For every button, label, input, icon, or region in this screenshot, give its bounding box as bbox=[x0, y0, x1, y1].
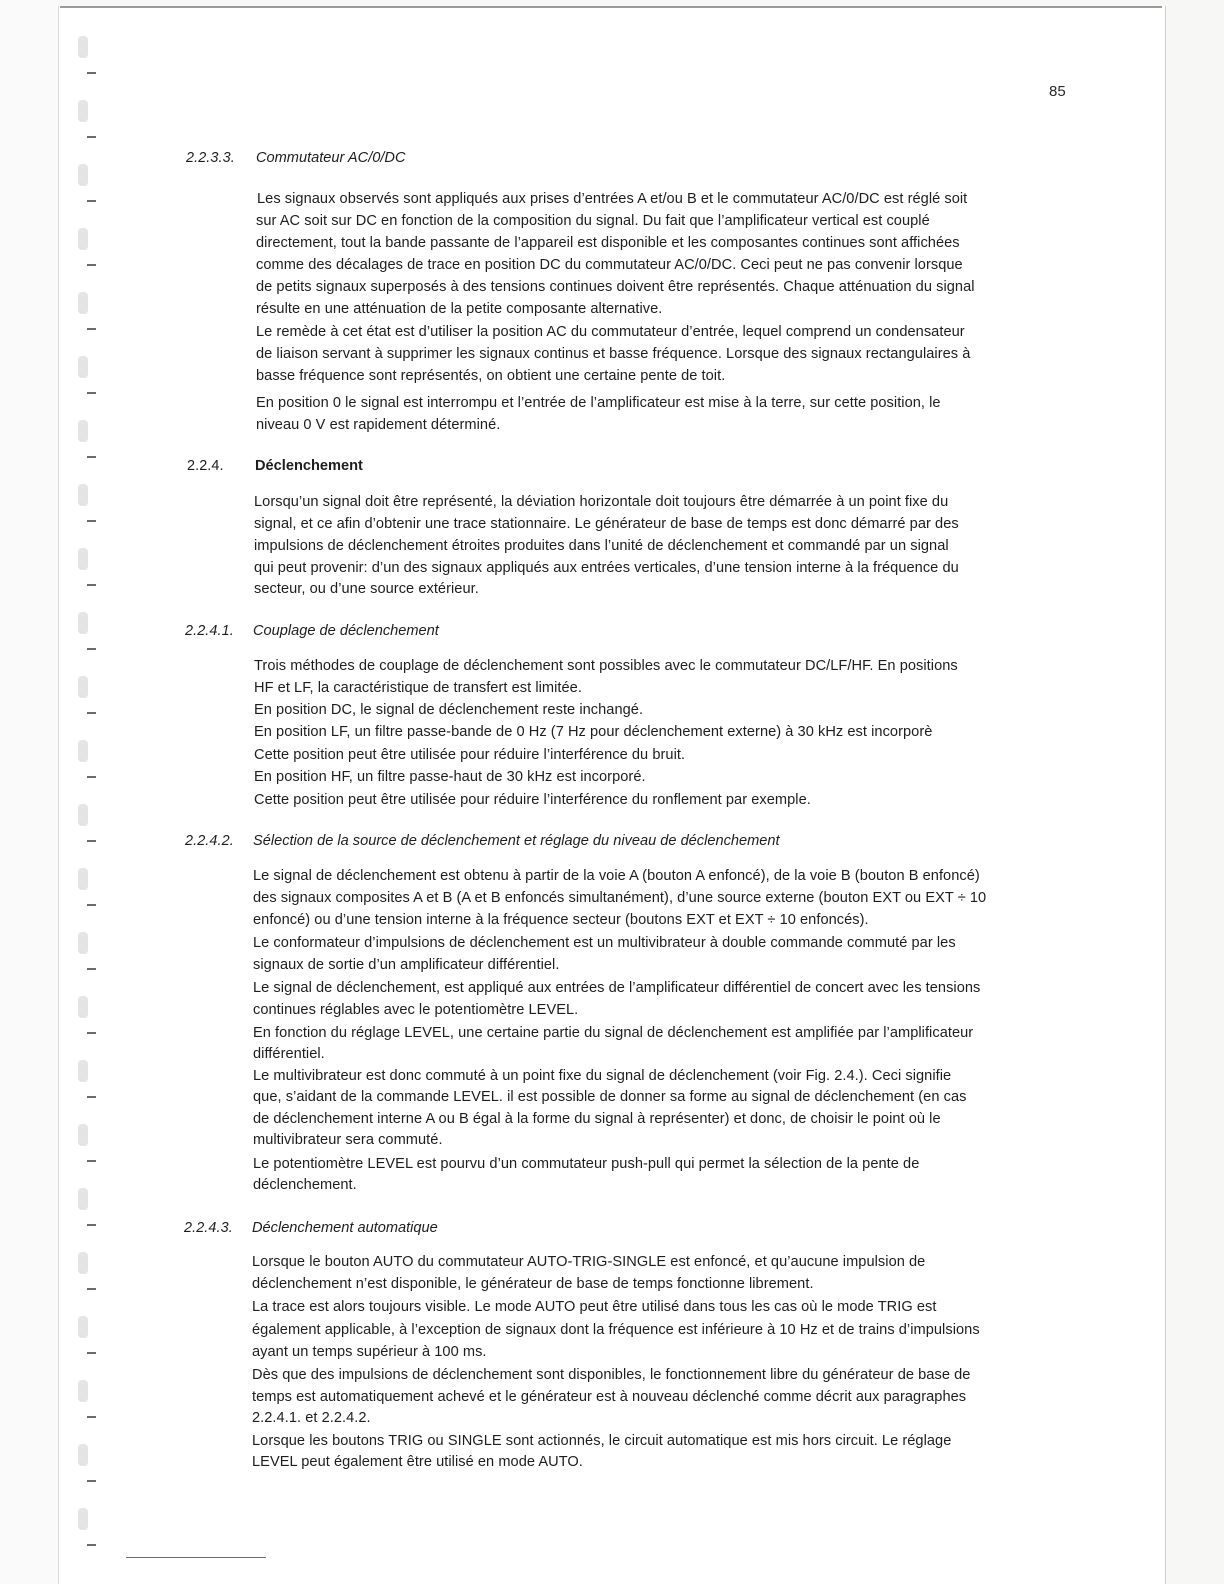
paragraph-line: déclenchement n’est disponible, le générateur de base de temps fonctionne librement. bbox=[252, 1276, 814, 1292]
binding-tick bbox=[87, 1544, 96, 1546]
binding-hole bbox=[78, 1188, 88, 1210]
paragraph-line: résulte en une atténuation de la petite composante alternative. bbox=[256, 301, 663, 317]
paragraph-line: Cette position peut être utilisée pour réduire l’interférence du ronflement par exemple. bbox=[254, 792, 811, 808]
binding-tick bbox=[87, 136, 96, 138]
binding-hole bbox=[78, 548, 88, 570]
binding-hole bbox=[78, 356, 88, 378]
binding-tick bbox=[87, 968, 96, 970]
binding-hole bbox=[78, 420, 88, 442]
binding-tick bbox=[87, 904, 96, 906]
page-number: 85 bbox=[1049, 83, 1066, 100]
paragraph-line: sur AC soit sur DC en fonction de la composition du signal. Du fait que l’amplificateur vertical est couplé bbox=[256, 213, 930, 229]
section-title: Couplage de déclenchement bbox=[253, 623, 439, 639]
binding-hole bbox=[78, 292, 88, 314]
binding-hole bbox=[78, 804, 88, 826]
binding-tick bbox=[87, 1160, 96, 1162]
binding-tick bbox=[87, 1224, 96, 1226]
paragraph-line: des signaux composites A et B (A et B enfoncés simultanément), d’une source externe (bouton EXT ou EXT ÷ 10 bbox=[253, 890, 987, 906]
binding-tick bbox=[87, 1096, 96, 1098]
paragraph-line: qui peut provenir: d’un des signaux appliqués aux entrées verticales, d’une tension interne à la fréquence du bbox=[254, 560, 959, 576]
binding-hole bbox=[78, 164, 88, 186]
section-number: 2.2.4. bbox=[187, 458, 224, 474]
binding-tick bbox=[87, 712, 96, 714]
paragraph-line: ayant un temps supérieur à 100 ms. bbox=[252, 1344, 487, 1360]
section-title: Déclenchement bbox=[255, 458, 363, 474]
binding-hole bbox=[78, 1380, 88, 1402]
top-rule bbox=[60, 6, 1162, 8]
binding-tick bbox=[87, 648, 96, 650]
paragraph-line: En position HF, un filtre passe-haut de 30 kHz est incorporé. bbox=[254, 769, 646, 785]
section-number: 2.2.4.3. bbox=[184, 1220, 233, 1236]
paragraph-line: Le multivibrateur est donc commuté à un point fixe du signal de déclenchement (voir Fig. 2.4.). Ceci signifie bbox=[253, 1068, 952, 1084]
binding-hole bbox=[78, 1124, 88, 1146]
binding-hole bbox=[78, 932, 88, 954]
binding-tick bbox=[87, 1416, 96, 1418]
paragraph-line: Trois méthodes de couplage de déclenchement sont possibles avec le commutateur DC/LF/HF. En positions bbox=[254, 658, 958, 674]
paragraph-line: Dès que des impulsions de déclenchement sont disponibles, le fonctionnement libre du générateur de base de bbox=[252, 1367, 971, 1383]
paragraph-line: La trace est alors toujours visible. Le mode AUTO peut être utilisé dans tous les cas où le mode TRIG est bbox=[252, 1299, 937, 1315]
paragraph-line: continues réglables avec le potentiomètre LEVEL. bbox=[253, 1002, 579, 1018]
paragraph-line: Le conformateur d’impulsions de déclenchement est un multivibrateur à double commande commuté par les bbox=[253, 935, 956, 951]
paragraph-line: En position 0 le signal est interrompu et l’entrée de l’amplificateur est mise à la terre, sur cette position, le bbox=[256, 395, 941, 411]
paragraph-line: impulsions de déclenchement étroites produites dans l’unité de déclenchement et commandé par un signal bbox=[254, 538, 949, 554]
binding-tick bbox=[87, 776, 96, 778]
paragraph-line: Lorsque les boutons TRIG ou SINGLE sont actionnés, le circuit automatique est mis hors circuit. Le réglage bbox=[252, 1433, 952, 1449]
binding-hole bbox=[78, 1444, 88, 1466]
binding-margin bbox=[0, 0, 58, 1584]
binding-hole bbox=[78, 36, 88, 58]
paragraph-line: directement, tout la bande passante de l’appareil est disponible et les composantes continues sont affichées bbox=[256, 235, 960, 251]
paragraph-line: temps est automatiquement achevé et le générateur est à nouveau déclenché comme décrit aux paragraphes bbox=[252, 1389, 967, 1405]
binding-hole bbox=[78, 100, 88, 122]
binding-tick bbox=[87, 1480, 96, 1482]
footer-rule bbox=[126, 1557, 266, 1558]
paragraph-line: secteur, ou d’une source extérieur. bbox=[254, 581, 479, 597]
binding-tick bbox=[87, 264, 96, 266]
binding-tick bbox=[87, 1288, 96, 1290]
paragraph-line: Le remède à cet état est d’utiliser la position AC du commutateur d’entrée, lequel comprend un condensateur bbox=[256, 324, 965, 340]
section-title: Déclenchement automatique bbox=[252, 1220, 438, 1236]
paragraph-line: de petits signaux superposés à des tensions continues doivent être représentés. Chaque atténuation du signal bbox=[256, 279, 975, 295]
binding-tick bbox=[87, 200, 96, 202]
paragraph-line: 2.2.4.1. et 2.2.4.2. bbox=[252, 1410, 371, 1426]
binding-hole bbox=[78, 868, 88, 890]
binding-tick bbox=[87, 1032, 96, 1034]
paragraph-line: Lorsqu’un signal doit être représenté, la déviation horizontale doit toujours être démarrée à un point fixe du bbox=[254, 494, 949, 510]
paragraph-line: comme des décalages de trace en position DC du commutateur AC/0/DC. Ceci peut ne pas convenir lorsque bbox=[256, 257, 963, 273]
section-title: Sélection de la source de déclenchement et réglage du niveau de déclenchement bbox=[253, 833, 780, 849]
binding-hole bbox=[78, 1316, 88, 1338]
paragraph-line: En fonction du réglage LEVEL, une certaine partie du signal de déclenchement est amplifiée par l’amplificateur bbox=[253, 1025, 974, 1041]
paragraph-line: signaux de sortie d’un amplificateur différentiel. bbox=[253, 957, 560, 973]
section-number: 2.2.3.3. bbox=[186, 150, 235, 166]
paragraph-line: Lorsque le bouton AUTO du commutateur AUTO-TRIG-SINGLE est enfoncé, et qu’aucune impulsion de bbox=[252, 1254, 926, 1270]
binding-hole bbox=[78, 740, 88, 762]
binding-hole bbox=[78, 1508, 88, 1530]
binding-hole bbox=[78, 1252, 88, 1274]
binding-tick bbox=[87, 520, 96, 522]
paragraph-line: signal, et ce afin d’obtenir une trace stationnaire. Le générateur de base de temps est donc démarré par des bbox=[254, 516, 959, 532]
paragraph-line: Le potentiomètre LEVEL est pourvu d’un commutateur push-pull qui permet la sélection de la pente de bbox=[253, 1156, 920, 1172]
paragraph-line: déclenchement. bbox=[253, 1177, 357, 1193]
section-title: Commutateur AC/0/DC bbox=[256, 150, 406, 166]
section-number: 2.2.4.1. bbox=[185, 623, 234, 639]
binding-tick bbox=[87, 840, 96, 842]
paragraph-line: Le signal de déclenchement est obtenu à partir de la voie A (bouton A enfoncé), de la voie B (bouton B enfoncé) bbox=[253, 868, 980, 884]
binding-hole bbox=[78, 612, 88, 634]
section-number: 2.2.4.2. bbox=[185, 833, 234, 849]
binding-hole bbox=[78, 676, 88, 698]
binding-hole bbox=[78, 1060, 88, 1082]
paragraph-line: enfoncé) ou d’une tension interne à la fréquence secteur (boutons EXT et EXT ÷ 10 enfoncés). bbox=[253, 912, 869, 928]
paragraph-line: que, s’aidant de la commande LEVEL. il est possible de donner sa forme au signal de déclenchement (en cas bbox=[253, 1089, 967, 1105]
paragraph-line: multivibrateur sera commuté. bbox=[253, 1132, 443, 1148]
paragraph-line: En position LF, un filtre passe-bande de 0 Hz (7 Hz pour déclenchement externe) à 30 kHz est incorporè bbox=[254, 724, 933, 740]
paragraph-line: LEVEL peut également être utilisé en mode AUTO. bbox=[252, 1454, 583, 1470]
paragraph-line: Cette position peut être utilisée pour réduire l’interférence du bruit. bbox=[254, 747, 686, 763]
paragraph-line: niveau 0 V est rapidement déterminé. bbox=[256, 417, 501, 433]
paragraph-line: de déclenchement interne A ou B égal à la forme du signal à représenter) et donc, de choisir le point où le bbox=[253, 1111, 941, 1127]
binding-tick bbox=[87, 328, 96, 330]
paragraph-line: différentiel. bbox=[253, 1046, 325, 1062]
paragraph-line: HF et LF, la caractéristique de transfert est limitée. bbox=[254, 680, 582, 696]
binding-hole bbox=[78, 996, 88, 1018]
paragraph-line: Les signaux observés sont appliqués aux prises d’entrées A et/ou B et le commutateur AC/0/DC est réglé soit bbox=[257, 191, 968, 207]
binding-tick bbox=[87, 392, 96, 394]
paragraph-line: de liaison servant à supprimer les signaux continus et basse fréquence. Lorsque des signaux rectangulaires à bbox=[256, 346, 971, 362]
binding-tick bbox=[87, 584, 96, 586]
binding-tick bbox=[87, 72, 96, 74]
paragraph-line: également applicable, à l’exception de signaux dont la fréquence est inférieure à 10 Hz et de trains d’impulsions bbox=[252, 1322, 980, 1338]
paragraph-line: Le signal de déclenchement, est appliqué aux entrées de l’amplificateur différentiel de concert avec les tensions bbox=[253, 980, 981, 996]
paragraph-line: En position DC, le signal de déclenchement reste inchangé. bbox=[254, 702, 644, 718]
binding-tick bbox=[87, 456, 96, 458]
paragraph-line: basse fréquence sont représentés, on obtient une certaine pente de toit. bbox=[256, 368, 726, 384]
binding-hole bbox=[78, 228, 88, 250]
binding-tick bbox=[87, 1352, 96, 1354]
binding-hole bbox=[78, 484, 88, 506]
